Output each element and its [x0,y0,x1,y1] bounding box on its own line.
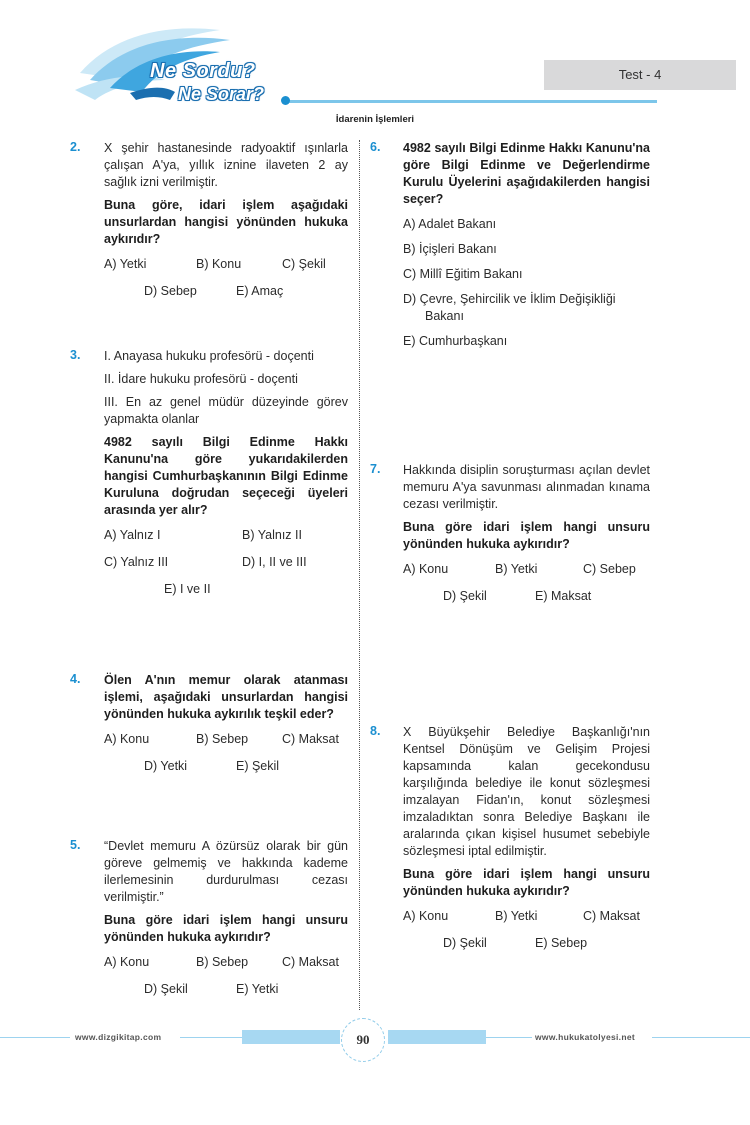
option-a[interactable]: A) Konu [403,909,449,923]
question-prompt: 4982 sayılı Bilgi Edinme Hakkı Kanunu'na göre Bilgi Edinme ve Değerlendirme Kurulu Üyelerini aşağıdakilerden hangisi seçer? [403,141,650,206]
question-prompt: Buna göre, idari işlem aşağıdaki unsurlardan hangisi yönünden hukuka aykırıdır? [104,198,348,246]
column-divider [359,140,360,1010]
header-dot [281,96,290,105]
option-d[interactable]: D) Sebep [144,284,197,298]
question-prompt: 4982 sayılı Bilgi Edinme Hakkı Kanunu'na göre yukarıdakilerden hangisi Cumhurbaşkanının Bilgi Edinme Kuruluna doğrudan seçeceği üyeleri arasında yer alır? [104,435,348,517]
option-c[interactable]: C) Şekil [282,257,326,271]
option-e[interactable]: E) Cumhurbaşkanı [403,334,508,348]
roman-item-1: I. Anayasa hukuku profesörü - doçenti [104,349,314,363]
option-e[interactable]: E) I ve II [164,582,211,596]
logo-text-line2: Ne Sorar? [178,84,265,104]
option-c[interactable]: C) Maksat [583,909,640,923]
option-c[interactable]: C) Yalnız III [104,555,169,569]
footer-bar-left [242,1030,340,1044]
option-e[interactable]: E) Maksat [535,589,592,603]
footer-bar-right [388,1030,486,1044]
question-4 [104,672,348,785]
question-number: 2. [70,140,81,154]
test-label: Test - 4 [618,67,662,82]
footer-rule [0,1037,70,1038]
question-stem: Hakkında disiplin soruşturması açılan devlet memuru A'ya savunması alınmadan kınama cezası verilmiştir. [403,463,650,511]
question-number: 8. [370,724,381,738]
option-c[interactable]: C) Millî Eğitim Bakanı [403,267,523,281]
question-prompt: Buna göre idari işlem hangi unsuru yönünden hukuka aykırıdır? [403,520,650,551]
page-number: 90 [356,1032,370,1047]
footer-rule [652,1037,750,1038]
option-c[interactable]: C) Maksat [282,955,339,969]
question-number: 4. [70,672,81,686]
header-rule [285,100,657,103]
option-e[interactable]: E) Şekil [236,759,280,773]
question-5 [104,838,348,1008]
option-a[interactable]: A) Konu [104,732,150,746]
question-prompt: Buna göre idari işlem hangi unsuru yönünden hukuka aykırıdır? [104,913,348,944]
footer-right-url[interactable]: www.hukukatolyesi.net [535,1032,635,1042]
option-e[interactable]: E) Amaç [236,284,284,298]
option-c[interactable]: C) Maksat [282,732,339,746]
footer-rule [486,1037,532,1038]
option-d[interactable]: D) Şekil [443,589,487,603]
option-d[interactable]: D) Şekil [443,936,487,950]
option-a[interactable]: A) Yalnız I [104,528,161,542]
option-d[interactable]: D) Çevre, Şehircilik ve İklim Değişikliği Bakanı [403,292,616,323]
question-6 [403,140,650,358]
roman-item-3: III. En az genel müdür düzeyinde görev yapmakta olanlar [104,395,348,426]
question-stem: “Devlet memuru A özürsüz olarak bir gün göreve gelmemiş ve hakkında kademe ilerlemesinin durdurulması cezası verilmiştir.” [104,839,348,904]
option-a[interactable]: A) Adalet Bakanı [403,217,497,231]
option-d[interactable]: D) Şekil [144,982,188,996]
option-b[interactable]: B) İçişleri Bakanı [403,242,497,256]
option-b[interactable]: B) Konu [196,257,242,271]
question-number: 5. [70,838,81,852]
question-prompt: Buna göre idari işlem hangi unsuru yönünden hukuka aykırıdır? [403,867,650,898]
logo-text-line1: Ne Sordu? [150,60,256,82]
option-a[interactable]: A) Konu [403,562,449,576]
question-2 [104,140,348,310]
option-b[interactable]: B) Yetki [495,562,538,576]
option-d[interactable]: D) I, II ve III [242,555,307,569]
option-a[interactable]: A) Yetki [104,257,147,271]
question-stem: X şehir hastanesinde radyoaktif ışınlarla çalışan A'ya, yıllık iznine ilaveten 2 ay sağlık izni verilmiştir. [104,141,348,189]
footer-rule [180,1037,242,1038]
option-e[interactable]: E) Sebep [535,936,588,950]
section-title: İdarenin İşlemleri [335,114,415,125]
question-number: 6. [370,140,381,154]
option-d[interactable]: D) Yetki [144,759,188,773]
question-3 [104,348,348,608]
option-e[interactable]: E) Yetki [236,982,279,996]
footer-left-url[interactable]: www.dizgikitap.com [75,1032,162,1042]
option-b[interactable]: B) Yetki [495,909,538,923]
question-7 [403,462,650,615]
roman-item-2: II. İdare hukuku profesörü - doçenti [104,372,298,386]
option-b[interactable]: B) Yalnız II [242,528,302,542]
option-b[interactable]: B) Sebep [196,732,249,746]
question-number: 7. [370,462,381,476]
question-8 [403,724,650,962]
question-stem: X Büyükşehir Belediye Başkanlığı'nın Kentsel Dönüşüm ve Gelişim Projesi kapsamında kalan gecekondusu karşılığında belediye ile konut sözleşmesi imzalayan Fidan'ın, konut sözleşmesi imzaladıktan sonra Belediye Başkanı ile aralarında çıkan kişisel husumet sebebiyle sözleşmesi iptal edilmiştir. [403,725,650,858]
question-prompt: Ölen A'nın memur olarak atanması işlemi, aşağıdaki unsurlardan hangisi yönünden hukuka aykırılık teşkil eder? [104,673,348,721]
option-a[interactable]: A) Konu [104,955,150,969]
question-number: 3. [70,348,81,362]
option-b[interactable]: B) Sebep [196,955,249,969]
option-c[interactable]: C) Sebep [583,562,636,576]
